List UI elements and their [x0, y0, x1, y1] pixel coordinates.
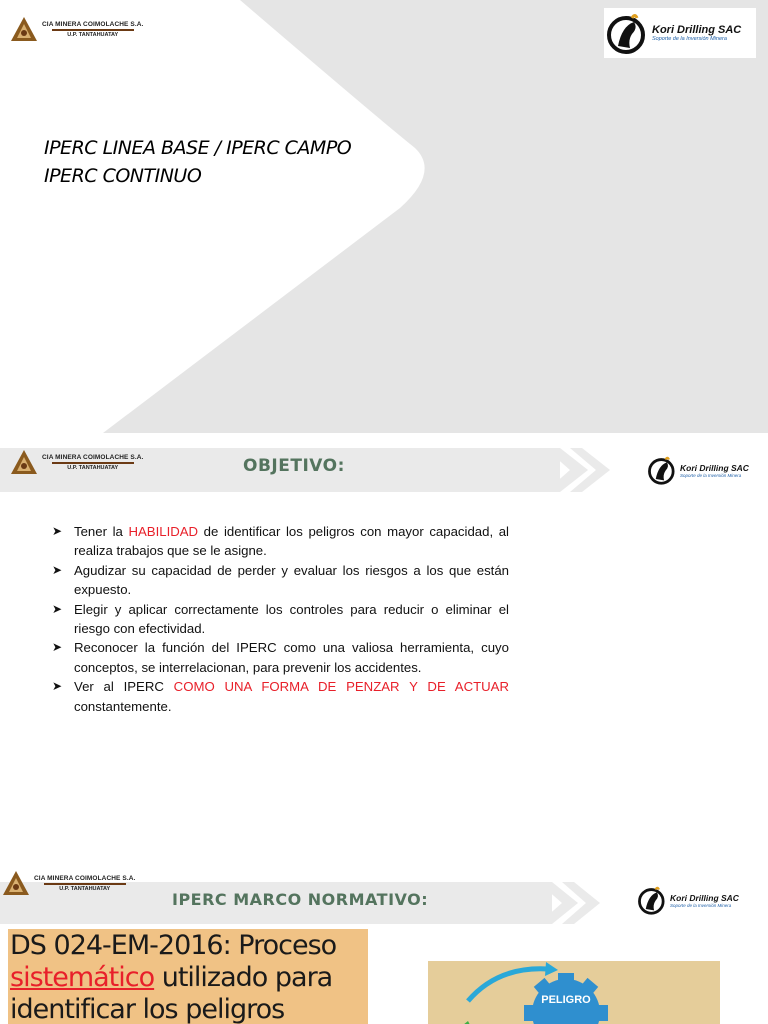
gear-diagram	[428, 961, 720, 1024]
bullet-arrow-icon: ➤	[52, 601, 63, 616]
photo-line-2: sistemático utilizado para	[10, 962, 333, 993]
triangle-logo-icon	[10, 449, 38, 475]
kori-tagline: Soporte de la Inversión Minera	[652, 36, 727, 42]
kori-logo: Kori Drilling SAC Soporte de la Inversión Minera	[646, 452, 761, 488]
slide-marco-normativo	[0, 836, 768, 1024]
triangle-logo-icon	[10, 16, 38, 42]
logo-company: CIA MINERA COIMOLACHE S.A.	[42, 20, 144, 28]
kori-logo: Kori Drilling SAC Soporte de la Inversión Minera	[636, 882, 751, 918]
kori-name: Kori Drilling SAC	[652, 24, 742, 36]
coimolache-logo: CIA MINERA COIMOLACHE S.A. U.P. TANTAHUATAY	[2, 870, 135, 896]
triangle-logo-icon	[2, 870, 30, 896]
diagram-label: PELIGRO	[541, 994, 591, 1006]
page-title	[44, 134, 351, 190]
photo-line-3: identificar los peligros	[10, 994, 285, 1024]
logo-unit: U.P. TANTAHUATAY	[67, 31, 119, 38]
horse-logo-icon	[646, 454, 678, 486]
objective-list	[52, 522, 509, 716]
photo-line-1: DS 024-EM-2016: Proceso	[10, 930, 337, 961]
coimolache-logo: CIA MINERA COIMOLACHE S.A. U.P. TANTAHUATAY	[10, 449, 143, 475]
diagram-photo	[428, 961, 720, 1024]
kori-logo	[604, 8, 756, 58]
banner-title: IPERC MARCO NORMATIVO:	[172, 890, 429, 909]
bullet-arrow-icon: ➤	[52, 562, 63, 577]
title-line-1: IPERC LINEA BASE / IPERC CAMPO	[44, 137, 352, 159]
list-item: ➤ Elegir y aplicar correctamente los controles para reducir o eliminar el riesgo con efectividad.	[52, 601, 509, 637]
background-shape	[0, 0, 768, 433]
horse-logo-icon	[636, 884, 668, 916]
horse-logo-icon	[604, 10, 650, 56]
bullet-arrow-icon: ➤	[52, 640, 63, 655]
definition-photo	[8, 929, 368, 1024]
list-item: ➤ Tener la HABILIDAD de identificar los peligros con mayor capacidad, al realiza trabajos que se le asigne.	[52, 524, 509, 559]
bullet-arrow-icon: ➤	[52, 524, 63, 538]
slide-title	[0, 0, 768, 433]
list-item: ➤ Ver al IPERC COMO UNA FORMA DE PENZAR Y DE ACTUAR constantemente.	[52, 679, 509, 714]
banner-title: OBJETIVO:	[243, 456, 345, 476]
list-item: ➤ Reconocer la función del IPERC como una valiosa herramienta, cuyo conceptos, se interrelacionan, para prevenir los accidentes.	[52, 640, 509, 675]
slide-objetivo	[0, 436, 768, 836]
coimolache-logo	[10, 16, 143, 42]
list-item: ➤ Agudizar su capacidad de perder y evaluar los riesgos a los que están expuesto.	[52, 562, 509, 598]
bullet-arrow-icon: ➤	[52, 679, 63, 694]
title-line-2: IPERC CONTINUO	[44, 165, 202, 187]
